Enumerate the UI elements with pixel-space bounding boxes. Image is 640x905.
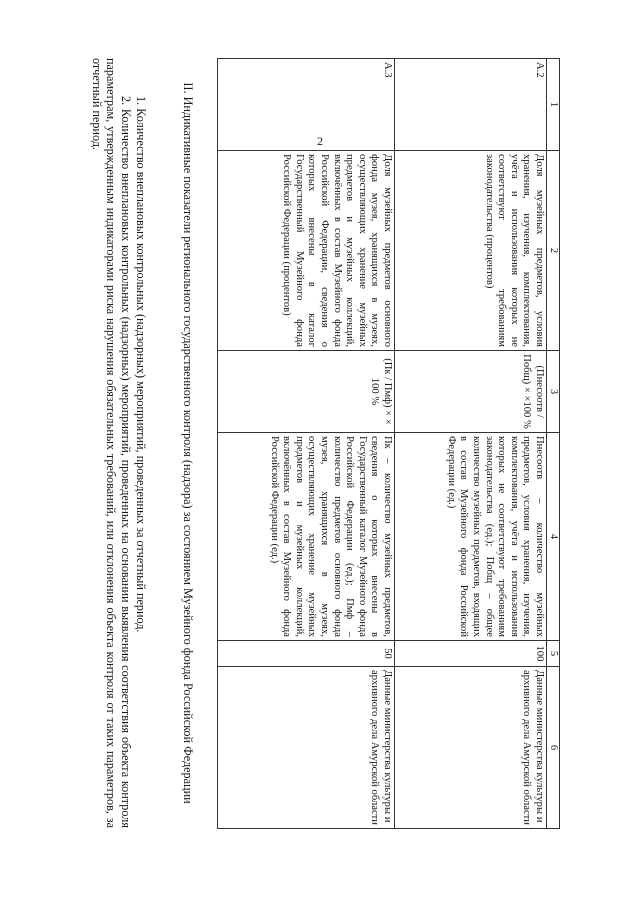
indicator-formula: (Пнесоотв / Побщ) × ×100 % <box>395 351 547 433</box>
header-cell: 2 <box>547 151 560 351</box>
indicator-formula: (Пк / Пмф) × × 100 % <box>218 351 395 433</box>
header-cell: 6 <box>547 667 560 829</box>
indicator-variables: Пк – количество музейных предметов, сведения о которых внесены в Государственный каталог Музейного фонда Российской Федерации (ед.); Пмф – количество предметов основного фонда музея, хранящихся в музеях, осуществляющих хранение музейных предметов и музейных коллекций, включённых в состав Музейного фонда Российской Федерации (ед.) <box>218 433 395 641</box>
indicator-target: 100 <box>395 641 547 667</box>
table-row <box>395 59 547 829</box>
header-cell: 4 <box>547 433 560 641</box>
header-cell: 1 <box>547 59 560 151</box>
page-number: 2 <box>317 134 323 148</box>
list-item: 2. Количество внеплановых контрольных (надзорных) мероприятий, проведенных на основании выявления соответствия объекта контроля параметрам, утвержденным индикаторами риска нарушения обязательных требований, или отклонения объекта контроля от таких параметров, за отчетный период. <box>90 58 133 828</box>
list-item: 1. Количество внеплановых контрольных (надзорных) мероприятий, проведенных за отчетный период. <box>134 96 148 633</box>
section-title: II. Индикативные показатели регионального государственного контроля (надзора) за состоянием Музейного фонда Российской Федерации <box>181 82 195 804</box>
indicator-variables: Пнесоотв – количество музейных предметов, условия хранения, изучения, комплектования, учёта и использования которых не соответствуют требованиям законодательства (ед.); Побщ – общее количество музейных предметов, входящих в состав Музейного фонда Российской Федерации (ед.) <box>395 433 547 641</box>
header-cell: 5 <box>547 641 560 667</box>
indicator-number: А.3 <box>218 59 395 151</box>
rotated-page-content <box>90 58 560 828</box>
table-row <box>218 59 395 829</box>
table-header-row <box>547 59 560 829</box>
header-cell: 3 <box>547 351 560 433</box>
indicator-source: Данные министерства культуры и архивного дела Амурской области <box>218 667 395 829</box>
indicators-table <box>217 58 560 829</box>
indicator-target: 50 <box>218 641 395 667</box>
indicator-number: А.2 <box>395 59 547 151</box>
indicator-name: Доля музейных предметов, условия хранения, изучения, комплектования, учёта и использования которых не соответствуют требованиям законодательства (процентов) <box>395 151 547 351</box>
indicator-name: Доля музейных предметов основного фонда музея, хранящихся в музеях, осуществляющих хранение музейных предметов и музейных коллекций, включённых в состав Музейного фонда Российской Федерации, сведения о которых внесены в каталог Государственный Музейного фонда Российской Федерации (процентов) <box>218 151 395 351</box>
indicator-source: Данные министерства культуры и архивного дела Амурской области <box>395 667 547 829</box>
